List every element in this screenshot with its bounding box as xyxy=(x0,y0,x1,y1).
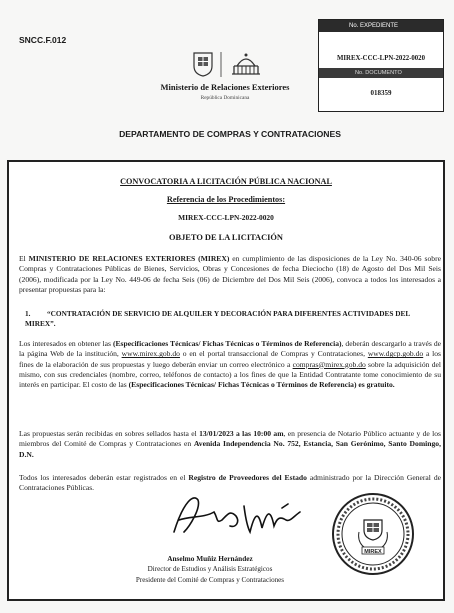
official-seal-stamp xyxy=(331,492,415,576)
paragraph-documents: Los interesados en obtener las (Especificaciones Técnicas/ Fichas Técnicas o Términos de Referencia), deberán descargarlo a través de la página Web de la institución, www.mirex.gob.do o en el portal transaccional de Compras y Contrataciones, www.dgcp.gob.do a los fines de la elaboración de sus propuestas y luego deberán enviar un correo electrónico a compras@mirex.gob.do sobre la adquisición del mismo, con sus credenciales (nombre, correo, teléfonos de contacto) a los fines de que la Entidad Contratante tome conocimiento de su interés en participar. El costo de las (Especificaciones Técnicas/ Fichas Técnicas o Términos de Referencia) es gratuito. xyxy=(19,339,442,390)
handwritten-signature xyxy=(170,492,305,540)
reference-heading: Referencia de los Procedimientos: xyxy=(166,195,286,204)
list-item-text: “CONTRATACIÓN DE SERVICIO DE ALQUILER Y DECORACIÓN PARA DIFERENTES ACTIVIDADES DEL MIREX”. xyxy=(25,309,410,329)
paragraph-registry: Todos los interesados deberán estar registrados en el Registro de Proveedores del Estado administrado por la Dirección General de Contrataciones Públicas. xyxy=(19,473,441,493)
expediente-label: No. EXPEDIENTE xyxy=(319,20,443,32)
department-title: DEPARTAMENTO DE COMPRAS Y CONTRATACIONES xyxy=(119,129,341,139)
mirex-website-link[interactable]: www.mirex.gob.do xyxy=(121,349,180,359)
notice-title: CONVOCATORIA A LICITACIÓN PÚBLICA NACIONAL xyxy=(120,177,332,186)
email-link[interactable]: compras@mirex.gob.do xyxy=(292,359,366,369)
form-code: SNCC.F.012 xyxy=(19,35,67,45)
svg-text:MIREX: MIREX xyxy=(364,549,382,555)
object-heading: OBJETO DE LA LICITACIÓN xyxy=(169,233,283,242)
expediente-value: MIREX-CCC-LPN-2022-0020 xyxy=(337,55,425,62)
crest-logo-icon xyxy=(190,50,262,78)
list-item xyxy=(25,309,435,330)
paragraph-intro: El MINISTERIO DE RELACIONES EXTERIORES (MIREX) en cumplimiento de las disposiciones de la Ley No. 340-06 sobre Compras y Contrataciones Públicas de Bienes, Servicios, Obras y Concesiones de fecha Dieciocho (18) de Agosto del Dos Mil Seis (2006), modificada por la Ley No. 449-06 de fecha Seis (06) de Diciembre del Dos Mil Seis (2006), convoca a todos los interesados a presentar propuestas para la: xyxy=(19,254,441,294)
document-label: No. DOCUMENTO xyxy=(319,68,443,78)
list-item-number: 1. xyxy=(25,309,31,318)
expediente-box xyxy=(318,19,444,112)
signatory-name: Anselmo Muñiz Hernández xyxy=(167,554,253,563)
signatory-role-2: Presidente del Comité de Compras y Contrataciones xyxy=(135,576,285,584)
document-number: 018359 xyxy=(370,89,392,97)
paragraph-deadline: Las propuestas serán recibidas en sobres sellados hasta el 13/01/2023 a las 10:00 am, en presencia de Notario Público actuante y de los miembros del Comité de Compras y Contrataciones en Avenida Independencia No. 752, Estancia, San Gerónimo, Santo Domingo, D.N. xyxy=(19,429,442,459)
country-name: República Dominicana xyxy=(200,95,250,101)
reference-code: MIREX-CCC-LPN-2022-0020 xyxy=(178,213,274,222)
dgcp-website-link[interactable]: www.dgcp.gob.do xyxy=(367,349,424,359)
signatory-role-1: Director de Estudios y Análisis Estratégicos xyxy=(147,565,273,573)
ministry-name: Ministerio de Relaciones Exteriores xyxy=(160,82,290,92)
